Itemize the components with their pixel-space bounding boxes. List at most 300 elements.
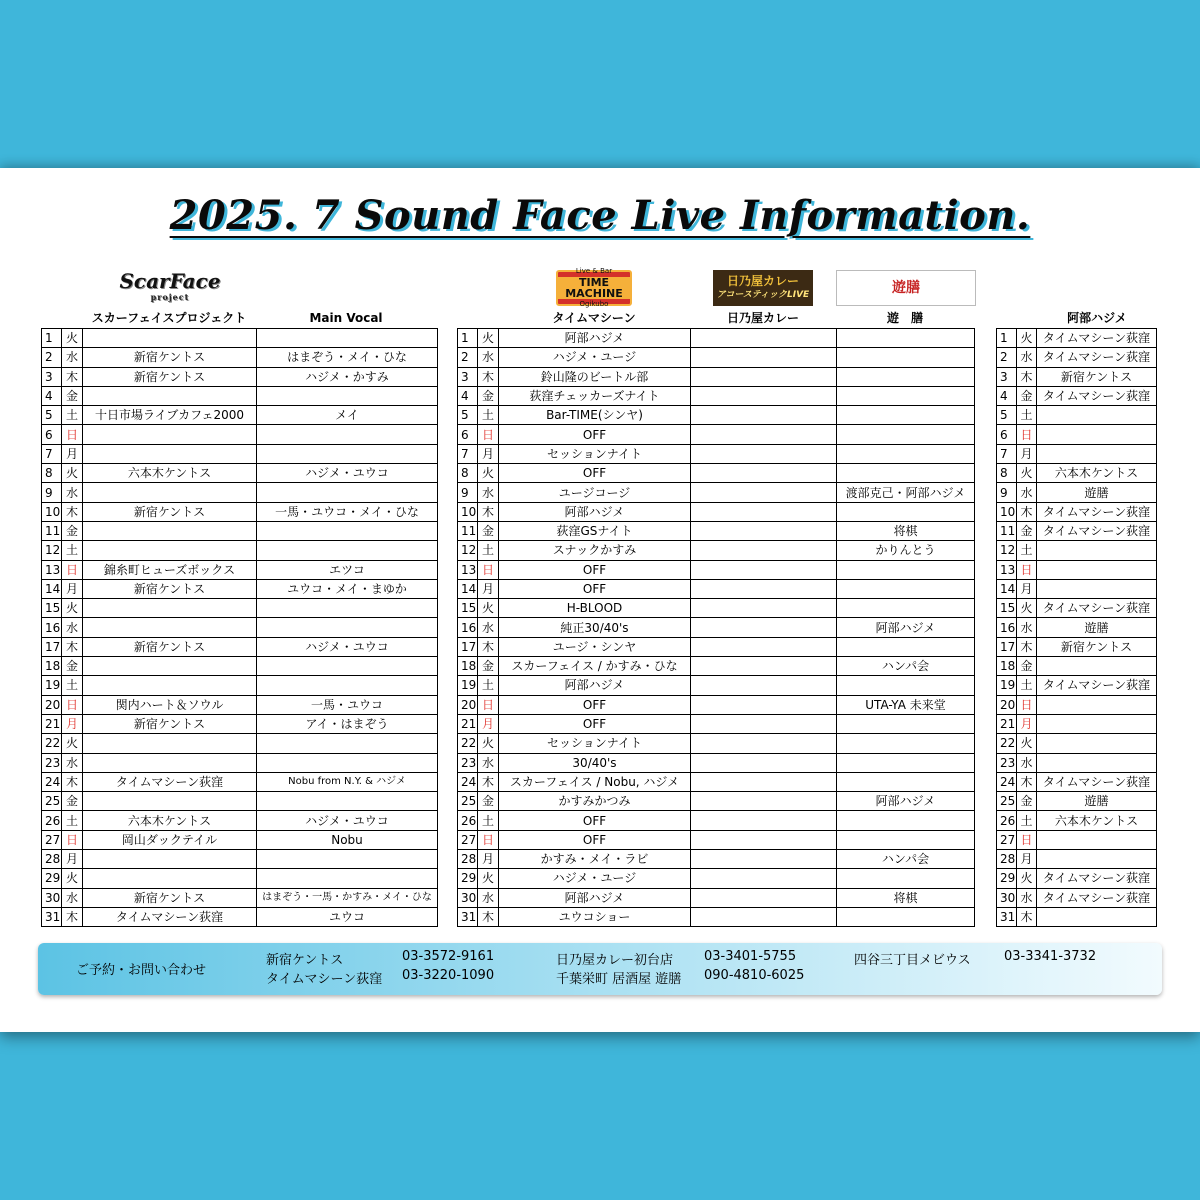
table-row <box>42 772 438 791</box>
table-row <box>42 464 438 483</box>
day-number: 19 <box>997 676 1017 695</box>
weekday: 月 <box>478 444 499 463</box>
timemachine-event: スカーフェイス / Nobu, ハジメ <box>499 772 691 791</box>
curry-event <box>691 676 837 695</box>
scarface-venue <box>83 599 257 618</box>
curry-event <box>691 348 837 367</box>
weekday: 水 <box>1017 618 1037 637</box>
table-row <box>458 521 975 540</box>
timemachine-event: OFF <box>499 425 691 444</box>
day-number: 30 <box>458 888 478 907</box>
day-number: 19 <box>42 676 62 695</box>
main-vocal <box>257 792 438 811</box>
weekday: 火 <box>62 869 83 888</box>
day-number: 28 <box>42 850 62 869</box>
day-number: 17 <box>458 637 478 656</box>
table-row <box>458 637 975 656</box>
scarface-venue: タイムマシーン荻窪 <box>83 772 257 791</box>
main-vocal: 一馬・ユウコ・メイ・ひな <box>257 502 438 521</box>
curry-event <box>691 541 837 560</box>
weekday: 日 <box>62 425 83 444</box>
day-number: 8 <box>997 464 1017 483</box>
day-number: 8 <box>458 464 478 483</box>
table-row <box>458 888 975 907</box>
table-row <box>997 869 1157 888</box>
main-vocal <box>257 734 438 753</box>
table-row <box>42 637 438 656</box>
timemachine-event: スナックかすみ <box>499 541 691 560</box>
table-row <box>42 676 438 695</box>
table-row <box>997 618 1157 637</box>
table-row <box>458 599 975 618</box>
day-number: 22 <box>458 734 478 753</box>
main-vocal <box>257 425 438 444</box>
weekday: 土 <box>62 676 83 695</box>
yuzen-event: 渡部克己・阿部ハジメ <box>837 483 975 502</box>
weekday: 水 <box>1017 348 1037 367</box>
weekday: 水 <box>62 888 83 907</box>
scarface-venue: 十日市場ライブカフェ2000 <box>83 406 257 425</box>
scarface-venue: 岡山ダックテイル <box>83 830 257 849</box>
scarface-venue: 関内ハート＆ソウル <box>83 695 257 714</box>
table-row <box>997 406 1157 425</box>
yuzen-event <box>837 386 975 405</box>
day-number: 31 <box>997 907 1017 926</box>
timemachine-event: ユウコショー <box>499 907 691 926</box>
abe-venue <box>1037 579 1157 598</box>
page-title: 2025. 7 Sound Face Live Information. <box>169 192 1031 239</box>
header-abe: 阿部ハジメ <box>1067 311 1127 325</box>
table-row <box>458 907 975 926</box>
weekday: 日 <box>62 560 83 579</box>
abe-venue <box>1037 850 1157 869</box>
main-vocal <box>257 676 438 695</box>
main-vocal <box>257 599 438 618</box>
weekday: 水 <box>1017 753 1037 772</box>
abe-venue <box>1037 406 1157 425</box>
abe-venue <box>1037 695 1157 714</box>
curry-event <box>691 811 837 830</box>
table-row <box>42 869 438 888</box>
timemachine-event: セッションナイト <box>499 734 691 753</box>
abe-venue <box>1037 714 1157 733</box>
weekday: 土 <box>1017 676 1037 695</box>
timemachine-event: OFF <box>499 714 691 733</box>
main-vocal <box>257 541 438 560</box>
weekday: 木 <box>1017 502 1037 521</box>
table-row <box>458 502 975 521</box>
table-row <box>42 425 438 444</box>
weekday: 木 <box>478 772 499 791</box>
table-row <box>458 734 975 753</box>
weekday: 月 <box>62 850 83 869</box>
weekday: 水 <box>478 618 499 637</box>
day-number: 1 <box>997 329 1017 348</box>
curry-event <box>691 425 837 444</box>
timemachine-event: H-BLOOD <box>499 599 691 618</box>
table-row <box>458 850 975 869</box>
weekday: 日 <box>478 830 499 849</box>
timemachine-event: スカーフェイス / かすみ・ひな <box>499 657 691 676</box>
weekday: 月 <box>62 579 83 598</box>
header-scarface: スカーフェイスプロジェクト <box>91 311 247 325</box>
abe-venue <box>1037 444 1157 463</box>
main-vocal <box>257 444 438 463</box>
weekday: 火 <box>478 734 499 753</box>
weekday: 火 <box>62 599 83 618</box>
table-row <box>997 714 1157 733</box>
weekday: 木 <box>1017 772 1037 791</box>
weekday: 日 <box>478 695 499 714</box>
yuzen-event: 将棋 <box>837 521 975 540</box>
weekday: 日 <box>62 830 83 849</box>
main-vocal: はまぞう・メイ・ひな <box>257 348 438 367</box>
day-number: 31 <box>458 907 478 926</box>
contact-name: 日乃屋カレー初台店 <box>556 953 674 968</box>
table-row <box>42 753 438 772</box>
scarface-venue: タイムマシーン荻窪 <box>83 907 257 926</box>
contact-footer <box>38 943 1162 995</box>
weekday: 火 <box>478 329 499 348</box>
main-vocal: ユウコ <box>257 907 438 926</box>
day-number: 23 <box>458 753 478 772</box>
table-row <box>42 444 438 463</box>
curry-event <box>691 850 837 869</box>
table-row <box>458 811 975 830</box>
weekday: 金 <box>1017 657 1037 676</box>
scarface-venue <box>83 657 257 676</box>
weekday: 土 <box>478 406 499 425</box>
day-number: 11 <box>42 521 62 540</box>
weekday: 月 <box>478 850 499 869</box>
day-number: 9 <box>42 483 62 502</box>
day-number: 15 <box>42 599 62 618</box>
weekday: 火 <box>478 464 499 483</box>
scarface-logo: ScarFace project <box>119 269 221 302</box>
weekday: 日 <box>478 425 499 444</box>
timemachine-logo: Live & Bar TIME MACHINE Ogikubo <box>556 270 632 306</box>
day-number: 30 <box>42 888 62 907</box>
table-row <box>458 425 975 444</box>
weekday: 日 <box>1017 560 1037 579</box>
table-row <box>42 406 438 425</box>
day-number: 20 <box>997 695 1017 714</box>
abe-venue: タイムマシーン荻窪 <box>1037 888 1157 907</box>
header-curry: 日乃屋カレー <box>726 311 799 325</box>
day-number: 15 <box>458 599 478 618</box>
timemachine-event: 純正30/40's <box>499 618 691 637</box>
day-number: 28 <box>997 850 1017 869</box>
table-row <box>458 329 975 348</box>
table-row <box>458 869 975 888</box>
abe-venue <box>1037 753 1157 772</box>
curry-event <box>691 406 837 425</box>
main-vocal: ハジメ・かすみ <box>257 367 438 386</box>
day-number: 4 <box>997 386 1017 405</box>
abe-venue <box>1037 541 1157 560</box>
timemachine-event: OFF <box>499 695 691 714</box>
yuzen-event <box>837 714 975 733</box>
abe-venue: 新宿ケントス <box>1037 637 1157 656</box>
table-row <box>42 618 438 637</box>
weekday: 木 <box>478 367 499 386</box>
weekday: 金 <box>62 521 83 540</box>
table-row <box>42 367 438 386</box>
main-vocal <box>257 521 438 540</box>
contact-phone: 03-3341-3732 <box>1004 949 1097 964</box>
weekday: 水 <box>62 618 83 637</box>
weekday: 火 <box>62 464 83 483</box>
weekday: 火 <box>62 329 83 348</box>
timemachine-event: 阿部ハジメ <box>499 676 691 695</box>
abe-venue: 遊膳 <box>1037 618 1157 637</box>
timemachine-event: 阿部ハジメ <box>499 329 691 348</box>
weekday: 火 <box>1017 734 1037 753</box>
weekday: 金 <box>478 792 499 811</box>
timemachine-event: OFF <box>499 830 691 849</box>
day-number: 27 <box>42 830 62 849</box>
table-row <box>997 850 1157 869</box>
weekday: 月 <box>478 714 499 733</box>
table-row <box>997 541 1157 560</box>
weekday: 木 <box>478 907 499 926</box>
yuzen-event <box>837 502 975 521</box>
timemachine-event: 鈴山隆のビートル部 <box>499 367 691 386</box>
weekday: 金 <box>478 657 499 676</box>
yuzen-event <box>837 579 975 598</box>
table-row <box>997 772 1157 791</box>
main-vocal <box>257 329 438 348</box>
abe-venue <box>1037 734 1157 753</box>
day-number: 10 <box>458 502 478 521</box>
day-number: 23 <box>42 753 62 772</box>
table-row <box>42 521 438 540</box>
yuzen-event <box>837 599 975 618</box>
day-number: 7 <box>42 444 62 463</box>
day-number: 29 <box>458 869 478 888</box>
table-row <box>997 811 1157 830</box>
table-row <box>997 579 1157 598</box>
yuzen-event <box>837 772 975 791</box>
scarface-venue: 六本木ケントス <box>83 811 257 830</box>
yuzen-event <box>837 753 975 772</box>
table-row <box>997 637 1157 656</box>
main-vocal <box>257 386 438 405</box>
day-number: 3 <box>458 367 478 386</box>
timemachine-event: ユージコージ <box>499 483 691 502</box>
weekday: 木 <box>1017 637 1037 656</box>
weekday: 日 <box>478 560 499 579</box>
day-number: 9 <box>458 483 478 502</box>
day-number: 12 <box>458 541 478 560</box>
weekday: 水 <box>62 483 83 502</box>
table-row <box>997 657 1157 676</box>
weekday: 水 <box>62 348 83 367</box>
curry-event <box>691 386 837 405</box>
weekday: 日 <box>62 695 83 714</box>
day-number: 13 <box>997 560 1017 579</box>
table-row <box>42 734 438 753</box>
curry-event <box>691 695 837 714</box>
weekday: 金 <box>62 657 83 676</box>
schedule-sheet <box>0 168 1200 1032</box>
table-row <box>458 753 975 772</box>
table-row <box>42 714 438 733</box>
weekday: 木 <box>478 502 499 521</box>
day-number: 29 <box>42 869 62 888</box>
abe-venue <box>1037 657 1157 676</box>
day-number: 2 <box>458 348 478 367</box>
weekday: 金 <box>1017 386 1037 405</box>
curry-event <box>691 792 837 811</box>
contact-name: 新宿ケントス <box>266 953 344 968</box>
table-row <box>458 772 975 791</box>
main-vocal: はまぞう・一馬・かすみ・メイ・ひな <box>257 888 438 907</box>
table-row <box>42 329 438 348</box>
day-number: 21 <box>42 714 62 733</box>
timemachine-event: ハジメ・ユージ <box>499 869 691 888</box>
day-number: 13 <box>458 560 478 579</box>
main-vocal <box>257 753 438 772</box>
day-number: 7 <box>997 444 1017 463</box>
day-number: 5 <box>42 406 62 425</box>
scarface-schedule-table <box>41 328 438 927</box>
scarface-venue <box>83 676 257 695</box>
day-number: 7 <box>458 444 478 463</box>
scarface-venue <box>83 792 257 811</box>
table-row <box>997 676 1157 695</box>
scarface-venue <box>83 425 257 444</box>
weekday: 水 <box>62 753 83 772</box>
table-row <box>42 579 438 598</box>
weekday: 土 <box>62 811 83 830</box>
weekday: 木 <box>1017 367 1037 386</box>
weekday: 木 <box>62 772 83 791</box>
weekday: 月 <box>1017 579 1037 598</box>
main-vocal: 一馬・ユウコ <box>257 695 438 714</box>
curry-event <box>691 772 837 791</box>
timemachine-event: セッションナイト <box>499 444 691 463</box>
timemachine-event: OFF <box>499 560 691 579</box>
curry-event <box>691 483 837 502</box>
scarface-venue: 新宿ケントス <box>83 502 257 521</box>
day-number: 18 <box>42 657 62 676</box>
table-row <box>42 348 438 367</box>
day-number: 9 <box>997 483 1017 502</box>
table-row <box>42 888 438 907</box>
day-number: 10 <box>42 502 62 521</box>
weekday: 水 <box>478 888 499 907</box>
weekday: 土 <box>1017 811 1037 830</box>
abe-venue: 遊膳 <box>1037 483 1157 502</box>
table-row <box>997 521 1157 540</box>
scarface-venue: 新宿ケントス <box>83 714 257 733</box>
table-row <box>458 406 975 425</box>
scarface-venue <box>83 444 257 463</box>
curry-event <box>691 464 837 483</box>
table-row <box>997 502 1157 521</box>
table-row <box>42 541 438 560</box>
scarface-venue <box>83 483 257 502</box>
contact-phone: 03-3572-9161 <box>402 949 495 964</box>
timemachine-event: かすみ・メイ・ラビ <box>499 850 691 869</box>
contact-phone: 090-4810-6025 <box>704 968 805 983</box>
yuzen-event: ハンパ会 <box>837 850 975 869</box>
timemachine-event: ハジメ・ユージ <box>499 348 691 367</box>
timemachine-event: OFF <box>499 811 691 830</box>
weekday: 木 <box>1017 907 1037 926</box>
table-row <box>997 367 1157 386</box>
yuzen-event <box>837 637 975 656</box>
table-row <box>458 695 975 714</box>
day-number: 19 <box>458 676 478 695</box>
venue-schedule-table <box>457 328 975 927</box>
scarface-venue: 新宿ケントス <box>83 367 257 386</box>
table-row <box>997 444 1157 463</box>
table-row <box>42 907 438 926</box>
weekday: 月 <box>62 444 83 463</box>
day-number: 10 <box>997 502 1017 521</box>
yuzen-event <box>837 830 975 849</box>
weekday: 水 <box>478 753 499 772</box>
day-number: 1 <box>458 329 478 348</box>
weekday: 日 <box>1017 425 1037 444</box>
table-row <box>42 850 438 869</box>
abe-venue <box>1037 560 1157 579</box>
yuzen-event <box>837 734 975 753</box>
table-row <box>42 483 438 502</box>
yuzen-event <box>837 811 975 830</box>
main-vocal: エツコ <box>257 560 438 579</box>
main-vocal: ハジメ・ユウコ <box>257 811 438 830</box>
abe-venue: タイムマシーン荻窪 <box>1037 599 1157 618</box>
yuzen-event <box>837 869 975 888</box>
table-row <box>458 830 975 849</box>
weekday: 月 <box>1017 714 1037 733</box>
table-row <box>42 695 438 714</box>
weekday: 木 <box>62 637 83 656</box>
table-row <box>997 560 1157 579</box>
day-number: 25 <box>997 792 1017 811</box>
abe-venue: 遊膳 <box>1037 792 1157 811</box>
weekday: 金 <box>1017 792 1037 811</box>
curry-event <box>691 734 837 753</box>
abe-venue <box>1037 425 1157 444</box>
day-number: 4 <box>42 386 62 405</box>
table-row <box>458 367 975 386</box>
table-row <box>42 560 438 579</box>
abe-venue <box>1037 907 1157 926</box>
table-row <box>458 792 975 811</box>
day-number: 11 <box>458 521 478 540</box>
scarface-venue <box>83 850 257 869</box>
table-row <box>458 348 975 367</box>
weekday: 水 <box>1017 483 1037 502</box>
day-number: 5 <box>997 406 1017 425</box>
day-number: 6 <box>997 425 1017 444</box>
day-number: 14 <box>458 579 478 598</box>
table-row <box>997 329 1157 348</box>
weekday: 金 <box>62 792 83 811</box>
day-number: 18 <box>997 657 1017 676</box>
main-vocal: メイ <box>257 406 438 425</box>
main-vocal: ユウコ・メイ・まゆか <box>257 579 438 598</box>
scarface-venue: 新宿ケントス <box>83 888 257 907</box>
yuzen-logo: 遊膳 <box>836 270 976 306</box>
timemachine-event: Bar-TIME(シンヤ) <box>499 406 691 425</box>
day-number: 22 <box>42 734 62 753</box>
contact-label: ご予約・お問い合わせ <box>76 963 207 978</box>
